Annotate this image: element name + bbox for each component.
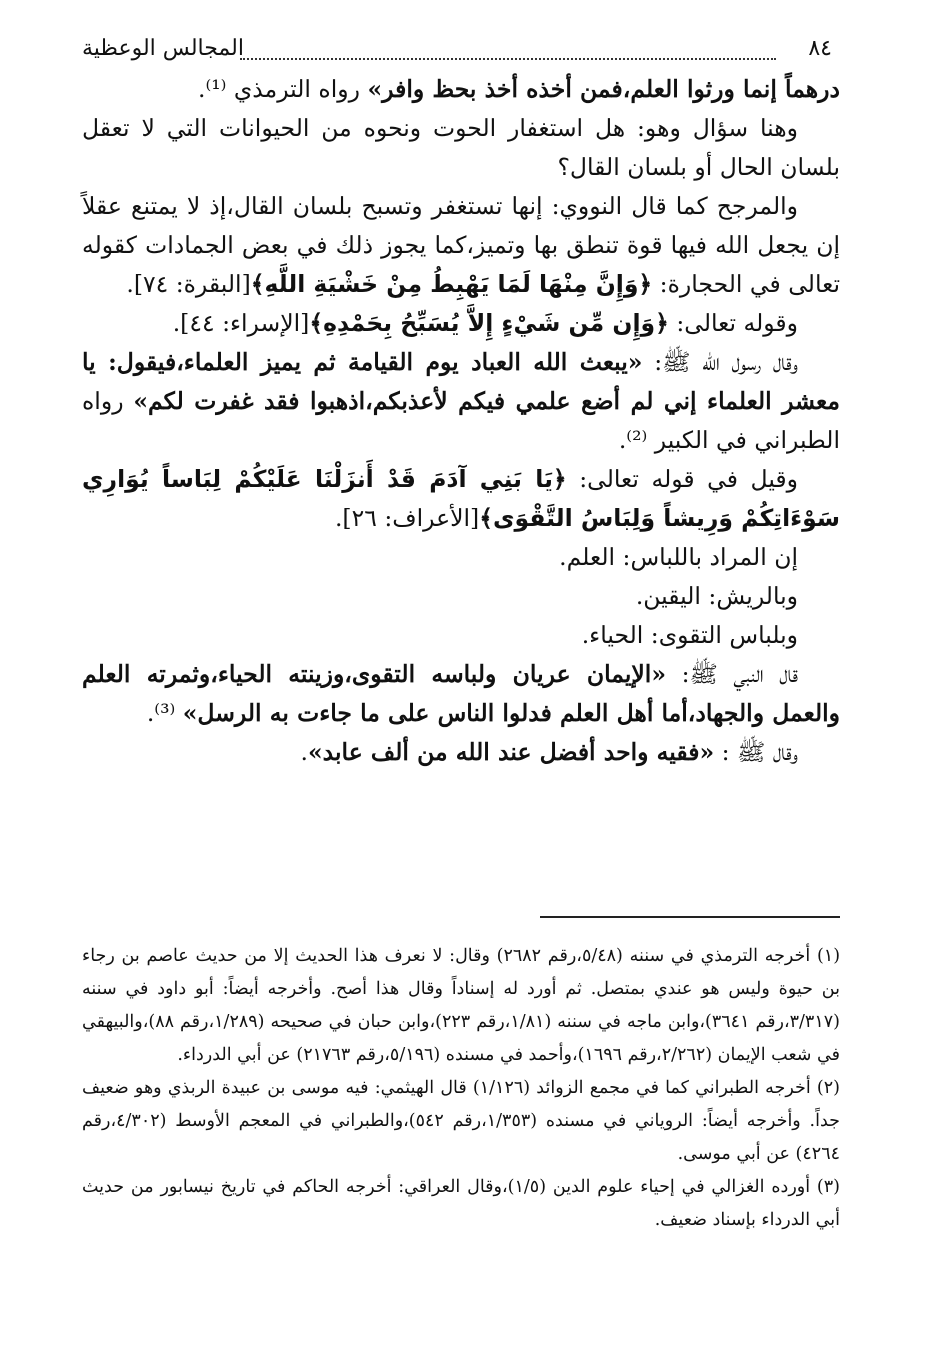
footnote: (٢) أخرجه الطبراني كما في مجمع الزوائد (١/١٢٦) قال الهيثمي: فيه موسى بن عبيدة الربذي وهو ضعيف جداً. وأخرجه أيضاً: الروياني في مسنده (١/٣٥٣،رقم ٥٤٢)،والطبراني في المعجم الأوسط (٤/٣٠٢،رقم ٤٢٦٤) عن أبي موسى.	[82, 1078, 840, 1164]
hadith-text: «الإيمان عريان ولباسه التقوى،وزينته الحياء،وثمرته العلم والعمل والجهاد،أما أهل العلم فدلوا الناس على ما جاءت به الرسل»	[82, 660, 840, 727]
paragraph: وبالريش: اليقين.	[635, 582, 798, 610]
paragraph-text: وقوله تعالى:	[668, 309, 798, 337]
book-page	[82, 36, 841, 1230]
verse-reference: [الإسراء: ٤٤].	[172, 309, 310, 337]
footnote: (٣) أورده الغزالي في إحياء علوم الدين (١/٥)،وقال العراقي: أخرجه الحاكم في تاريخ نيسابور من حديث أبي الدرداء بإسناد ضعيف.	[82, 1177, 840, 1230]
citation: رواه الطبراني في الكبير ⁽²⁾.	[82, 387, 840, 454]
footnote-separator	[540, 916, 840, 918]
running-header	[82, 36, 840, 70]
quran-verse: ﴿وَإِنَّ مِنْهَا لَمَا يَهْبِطُ مِنْ خَشْيَةِ اللَّهِ﴾	[250, 270, 653, 298]
footnotes	[82, 940, 840, 1237]
paragraph	[82, 70, 840, 109]
paragraph	[82, 460, 840, 538]
paragraph: وهنا سؤال وهو: هل استغفار الحوت ونحوه من الحيوانات التي لا تعقل بلسان الحال أو بلسان القال؟	[82, 114, 840, 181]
quran-verse: ﴿وَإِن مِّن شَيْءٍ إِلاَّ يُسَبِّحُ بِحَمْدِهِ﴾	[309, 309, 669, 337]
footnote: (١) أخرجه الترمذي في سننه (٥/٤٨،رقم ٢٦٨٢) وقال: لا نعرف هذا الحديث إلا من حديث عاصم بن رجاء بن حيوة وليس هو عندي بمتصل. ثم أورد له إسناداً وقال هذا أصح. وأخرجه أيضاً: أبو داود في سننه (٣/٣١٧،رقم ٣٦٤١)،وابن ماجه في سننه (١/٨١،رقم ٢٢٣)،وابن حبان في صحيحه (١/٢٨٩،رقم ٨٨)،والبيهقي في شعب الإيمان (٢/٢٦٢،رقم ١٦٩٦)،وأحمد في مسنده (٥/١٩٦،رقم ٢١٧٦٣) عن أبي الدرداء.	[82, 946, 841, 1065]
paragraph	[82, 304, 840, 343]
paragraph	[82, 655, 840, 733]
page-number: ٨٤	[808, 36, 832, 61]
paragraph-text: وقال رسول الله ﷺ:	[642, 348, 799, 376]
paragraph: وبلباس التقوى: الحياء.	[581, 621, 798, 649]
hadith-text: «فقيه واحد أفضل عند الله من ألف عابد»	[307, 738, 715, 766]
verse-reference: [البقرة: ٧٤].	[126, 270, 251, 298]
paragraph	[82, 187, 840, 304]
paragraph	[82, 343, 840, 460]
paragraph-text: والمرجح كما قال النووي: إنها تستغفر وتسبح بلسان القال،إذ لا يمتنع عقلاً إن يجعل الله فيها قوة تنطق بها وتميز،كما يجوز ذلك في بعض الجمادات كقوله تعالى في الحجارة:	[82, 192, 840, 298]
hadith-text: «يبعث الله العباد يوم القيامة ثم يميز العلماء،فيقول: يا معشر العلماء إني لم أضع علمي فيكم لأعذبكم،اذهبوا فقد غفرت لكم»	[82, 348, 840, 415]
paragraph: إن المراد باللباس: العلم.	[559, 543, 798, 571]
citation: رواه الترمذي ⁽¹⁾.	[197, 75, 368, 103]
paragraph-text: قال النبي ﷺ:	[666, 660, 798, 688]
paragraph	[82, 733, 840, 772]
paragraph-text: وقيل في قوله تعالى:	[566, 465, 798, 493]
verse-reference: [الأعراف: ٢٦].	[334, 504, 480, 532]
quran-verse: ﴿يَا بَنِي آدَمَ قَدْ أَنزَلْنَا عَلَيْكُمْ لِبَاساً يُوَارِي سَوْءَاتِكُمْ وَرِيشاً وَلِبَاسُ التَّقْوَى﴾	[82, 465, 840, 532]
header-dotted-leader	[240, 58, 776, 60]
citation: ⁽³⁾.	[146, 699, 183, 727]
citation: .	[300, 738, 308, 766]
hadith-text: درهماً إنما ورثوا العلم،فمن أخذه أخذ بحظ وافر»	[367, 75, 840, 103]
paragraph-text: وقال ﷺ :	[714, 738, 798, 766]
book-title: المجالس الوعظية	[82, 36, 244, 61]
main-text	[82, 70, 840, 772]
